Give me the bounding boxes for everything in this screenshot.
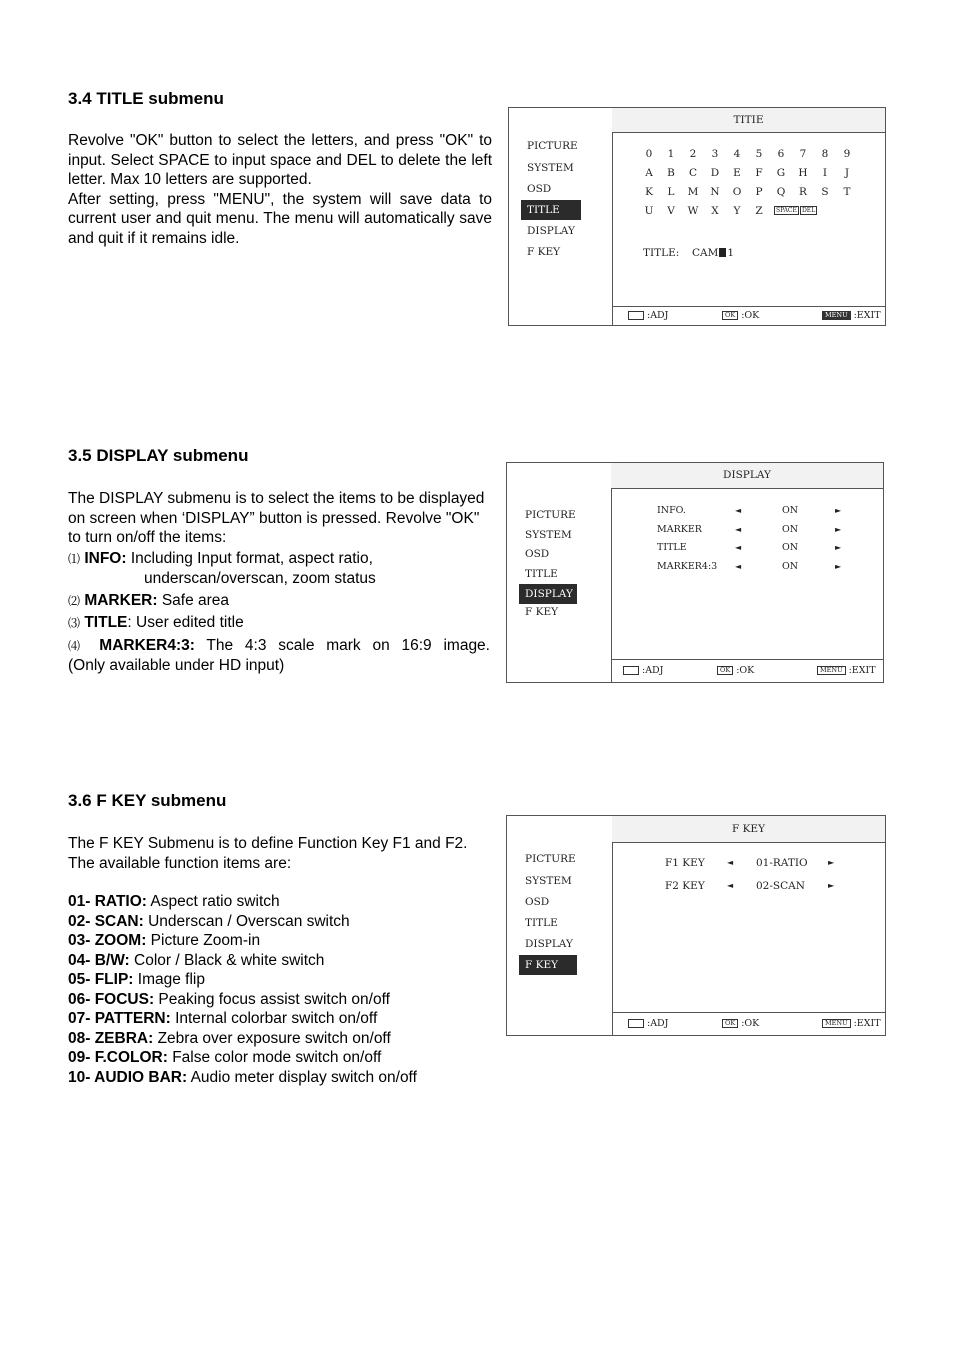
right-arrow-icon[interactable]: ► bbox=[828, 881, 835, 890]
list-item bbox=[68, 636, 490, 657]
osd-display-screen bbox=[506, 462, 884, 683]
list-item bbox=[68, 613, 490, 634]
function-label: 07- PATTERN: bbox=[68, 1010, 171, 1027]
osd-header: TITIE bbox=[612, 108, 885, 133]
char-cell[interactable]: U bbox=[644, 205, 654, 217]
char-cell[interactable]: S bbox=[821, 186, 829, 198]
menu-item-title: TITLE bbox=[525, 568, 558, 580]
fkey-name: F1 KEY bbox=[665, 857, 705, 869]
left-arrow-icon[interactable]: ◄ bbox=[727, 881, 734, 890]
item-text: Including Input format, aspect ratio, bbox=[126, 549, 373, 567]
char-cell[interactable]: G bbox=[776, 167, 786, 179]
menu-item-title: TITLE bbox=[521, 200, 581, 220]
ok-key-icon: OK bbox=[717, 666, 733, 675]
function-label: 03- ZOOM: bbox=[68, 932, 147, 949]
char-cell[interactable]: A bbox=[645, 167, 653, 179]
cursor-block bbox=[719, 248, 726, 257]
item-number: ⑵ bbox=[68, 593, 81, 608]
char-cell[interactable]: 9 bbox=[843, 148, 851, 160]
char-cell[interactable]: Z bbox=[755, 205, 763, 217]
osd-title-screen bbox=[508, 107, 886, 326]
char-cell[interactable]: 1 bbox=[667, 148, 675, 160]
char-cell[interactable]: M bbox=[687, 186, 699, 198]
footer-ok bbox=[722, 310, 759, 321]
char-cell[interactable]: V bbox=[667, 205, 675, 217]
footer-adj-label: :ADJ bbox=[647, 1018, 669, 1029]
function-label: 01- RATIO: bbox=[68, 893, 147, 910]
char-cell[interactable]: X bbox=[711, 205, 719, 217]
char-cell[interactable]: R bbox=[799, 186, 807, 198]
footer-adj bbox=[628, 1018, 669, 1029]
osd-sidebar bbox=[507, 463, 612, 682]
char-cell[interactable]: O bbox=[732, 186, 742, 198]
footer-adj-label: :ADJ bbox=[642, 665, 664, 676]
ok-key-icon: OK bbox=[722, 311, 738, 320]
osd-footer bbox=[612, 1012, 885, 1035]
function-text: Audio meter display switch on/off bbox=[187, 1068, 417, 1086]
menu-item-picture: PICTURE bbox=[525, 509, 576, 521]
char-cell[interactable]: Q bbox=[776, 186, 786, 198]
menu-item-osd: OSD bbox=[527, 183, 552, 195]
left-arrow-icon[interactable]: ◄ bbox=[727, 858, 734, 867]
char-cell[interactable]: F bbox=[755, 167, 763, 179]
fkey-value[interactable]: 01-RATIO bbox=[756, 857, 808, 869]
footer-exit bbox=[822, 310, 881, 321]
item-label: MARKER: bbox=[84, 591, 158, 609]
footer-ok-label: :OK bbox=[741, 1018, 760, 1029]
footer-ok bbox=[722, 1018, 759, 1029]
char-cell[interactable]: I bbox=[822, 167, 828, 179]
menu-item-fkey: F KEY bbox=[519, 955, 577, 975]
osd-fkey-screen bbox=[506, 815, 886, 1036]
item-text: : User edited title bbox=[127, 614, 244, 631]
function-label: 08- ZEBRA: bbox=[68, 1029, 154, 1047]
option-name: INFO. bbox=[657, 505, 686, 516]
section-heading-fkey: 3.6 F KEY submenu bbox=[68, 791, 227, 810]
char-cell[interactable]: 5 bbox=[755, 148, 763, 160]
footer-ok-label: :OK bbox=[736, 665, 755, 676]
char-cell[interactable]: 8 bbox=[821, 148, 829, 160]
char-cell[interactable]: 4 bbox=[733, 148, 741, 160]
menu-item-osd: OSD bbox=[525, 548, 550, 560]
footer-adj bbox=[628, 310, 669, 321]
footer-exit-label: :EXIT bbox=[853, 310, 881, 321]
footer-ok bbox=[717, 665, 754, 676]
char-cell[interactable]: 6 bbox=[777, 148, 785, 160]
char-cell[interactable]: T bbox=[843, 186, 851, 198]
option-value[interactable]: ON bbox=[782, 542, 799, 553]
menu-item-system: SYSTEM bbox=[527, 162, 574, 174]
footer-adj bbox=[623, 665, 664, 676]
char-cell[interactable]: W bbox=[687, 205, 699, 217]
function-text: Picture Zoom-in bbox=[146, 932, 261, 949]
title-description bbox=[68, 131, 492, 248]
function-item bbox=[68, 1048, 488, 1068]
list-item-continuation: underscan/overscan, zoom status bbox=[144, 570, 376, 587]
title-label: TITLE: bbox=[643, 247, 680, 259]
char-cell[interactable]: 0 bbox=[645, 148, 653, 160]
left-arrow-icon[interactable]: ◄ bbox=[735, 543, 742, 552]
title-value bbox=[692, 247, 734, 259]
item-number: ⑶ bbox=[68, 616, 81, 630]
function-text: Peaking focus assist switch on/off bbox=[154, 990, 390, 1008]
function-item bbox=[68, 1009, 488, 1029]
list-item bbox=[68, 549, 490, 570]
function-item bbox=[68, 931, 488, 951]
menu-key-icon: MENU bbox=[822, 311, 851, 320]
char-cell[interactable]: K bbox=[645, 186, 653, 198]
ok-key-icon: OK bbox=[722, 1019, 738, 1028]
char-cell[interactable]: J bbox=[844, 167, 850, 179]
item-text: The 4:3 scale mark on 16:9 image. bbox=[194, 636, 490, 654]
footer-exit-label: :EXIT bbox=[848, 665, 876, 676]
function-label: 06- FOCUS: bbox=[68, 990, 155, 1008]
fkey-description bbox=[68, 834, 488, 1087]
menu-item-title: TITLE bbox=[525, 917, 558, 929]
fkey-name: F2 KEY bbox=[665, 880, 705, 892]
section-heading-display: 3.5 DISPLAY submenu bbox=[68, 446, 249, 465]
function-label: 02- SCAN: bbox=[68, 912, 144, 930]
function-label: 05- FLIP: bbox=[68, 971, 134, 988]
function-text: Zebra over exposure switch on/off bbox=[153, 1029, 391, 1047]
option-value[interactable]: ON bbox=[782, 560, 799, 572]
list-item-continuation: (Only available under HD input) bbox=[68, 657, 285, 674]
function-item bbox=[68, 990, 488, 1010]
char-cell[interactable]: 3 bbox=[711, 148, 719, 160]
rotate-knob-icon bbox=[623, 666, 639, 675]
left-arrow-icon[interactable]: ◄ bbox=[735, 506, 742, 515]
function-item bbox=[68, 1029, 488, 1049]
section-heading-title: 3.4 TITLE submenu bbox=[68, 89, 224, 108]
footer-exit bbox=[817, 665, 876, 676]
function-list bbox=[68, 892, 488, 1087]
function-text: Aspect ratio switch bbox=[146, 893, 280, 910]
footer-exit-label: :EXIT bbox=[853, 1018, 881, 1029]
right-arrow-icon[interactable]: ► bbox=[835, 561, 842, 571]
function-text: False color mode switch on/off bbox=[167, 1049, 382, 1066]
rotate-knob-icon bbox=[628, 311, 644, 320]
left-arrow-icon[interactable]: ◄ bbox=[735, 524, 742, 534]
char-cell[interactable]: B bbox=[667, 167, 675, 179]
function-label: 10- AUDIO BAR: bbox=[68, 1068, 188, 1086]
menu-item-osd: OSD bbox=[525, 896, 550, 908]
char-cell[interactable]: L bbox=[667, 186, 675, 198]
osd-sidebar bbox=[509, 108, 613, 325]
option-name: TITLE bbox=[657, 542, 687, 553]
char-cell[interactable]: C bbox=[688, 167, 698, 179]
osd-sidebar bbox=[507, 816, 613, 1035]
left-arrow-icon[interactable]: ◄ bbox=[735, 561, 742, 571]
display-description bbox=[68, 489, 490, 676]
option-value[interactable]: ON bbox=[782, 505, 799, 516]
osd-header: F KEY bbox=[612, 816, 885, 843]
menu-item-system: SYSTEM bbox=[525, 875, 572, 887]
function-item bbox=[68, 892, 488, 912]
fkey-value[interactable]: 02-SCAN bbox=[756, 880, 805, 892]
function-item bbox=[68, 1068, 488, 1088]
function-label: 04- B/W: bbox=[68, 951, 130, 969]
char-cell[interactable]: 2 bbox=[689, 148, 697, 160]
function-item bbox=[68, 951, 488, 971]
menu-item-system: SYSTEM bbox=[525, 529, 572, 541]
char-cell[interactable]: H bbox=[798, 167, 808, 179]
menu-key-icon: MENU bbox=[822, 1019, 851, 1028]
function-item bbox=[68, 970, 488, 990]
option-name: MARKER bbox=[657, 523, 702, 535]
char-cell[interactable]: N bbox=[710, 186, 720, 198]
footer-ok-label: :OK bbox=[741, 310, 760, 321]
right-arrow-icon[interactable]: ► bbox=[835, 506, 842, 515]
function-text: Internal colorbar switch on/off bbox=[170, 1010, 378, 1027]
char-cell[interactable]: 7 bbox=[799, 148, 807, 160]
del-key: DEL bbox=[802, 207, 816, 214]
osd-footer bbox=[612, 306, 885, 325]
menu-item-picture: PICTURE bbox=[525, 853, 576, 865]
list-item bbox=[68, 591, 490, 612]
item-label: MARKER4:3: bbox=[99, 636, 195, 654]
char-cell[interactable]: Y bbox=[733, 205, 741, 217]
menu-item-display: DISPLAY bbox=[525, 938, 573, 950]
menu-item-fkey: F KEY bbox=[525, 606, 559, 618]
title-value-part: 1 bbox=[727, 247, 735, 259]
menu-item-picture: PICTURE bbox=[527, 140, 578, 152]
item-number: ⑴ bbox=[68, 551, 81, 566]
right-arrow-icon[interactable]: ► bbox=[828, 858, 835, 867]
osd-header: DISPLAY bbox=[611, 463, 883, 489]
osd-footer bbox=[611, 659, 883, 682]
option-name: MARKER4:3 bbox=[657, 560, 718, 572]
menu-key-icon: MENU bbox=[817, 666, 846, 675]
space-key: SPACE bbox=[776, 207, 797, 214]
function-text: Color / Black & white switch bbox=[129, 951, 325, 969]
function-text: Underscan / Overscan switch bbox=[143, 912, 350, 930]
char-cell[interactable]: D bbox=[710, 167, 720, 179]
menu-item-fkey: F KEY bbox=[527, 246, 561, 258]
menu-item-display: DISPLAY bbox=[527, 225, 575, 237]
item-number: ⑷ bbox=[68, 638, 88, 653]
title-value-part: CAM bbox=[692, 247, 719, 259]
menu-item-display: DISPLAY bbox=[519, 584, 577, 604]
paragraph: The DISPLAY submenu is to select the items to be displayed on screen when ‘DISPLAY” button is pressed. Revolve "OK" to turn on/off the items: bbox=[68, 490, 485, 546]
function-label: 09- F.COLOR: bbox=[68, 1049, 168, 1066]
footer-adj-label: :ADJ bbox=[647, 310, 669, 321]
item-label: INFO: bbox=[84, 549, 127, 567]
paragraph: After setting, press "MENU", the system will save data to current user and quit menu. The menu will automatically save and quit if it remains idle. bbox=[68, 190, 492, 247]
function-text: Image flip bbox=[133, 971, 205, 988]
footer-exit bbox=[822, 1018, 881, 1029]
option-value[interactable]: ON bbox=[782, 523, 799, 535]
function-item bbox=[68, 912, 488, 932]
rotate-knob-icon bbox=[628, 1019, 644, 1028]
char-cell[interactable]: E bbox=[733, 167, 741, 179]
right-arrow-icon[interactable]: ► bbox=[835, 524, 842, 534]
paragraph: The F KEY Submenu is to define Function Key F1 and F2. The available function items are: bbox=[68, 835, 468, 872]
paragraph: Revolve "OK" button to select the letters, and press "OK" to input. Select SPACE to input space and DEL to delete the left letter. Max 10 letters are supported. bbox=[68, 132, 492, 188]
item-text: Safe area bbox=[157, 591, 230, 609]
char-cell[interactable]: P bbox=[755, 186, 763, 198]
right-arrow-icon[interactable]: ► bbox=[835, 543, 842, 552]
item-label: TITLE bbox=[84, 614, 128, 631]
